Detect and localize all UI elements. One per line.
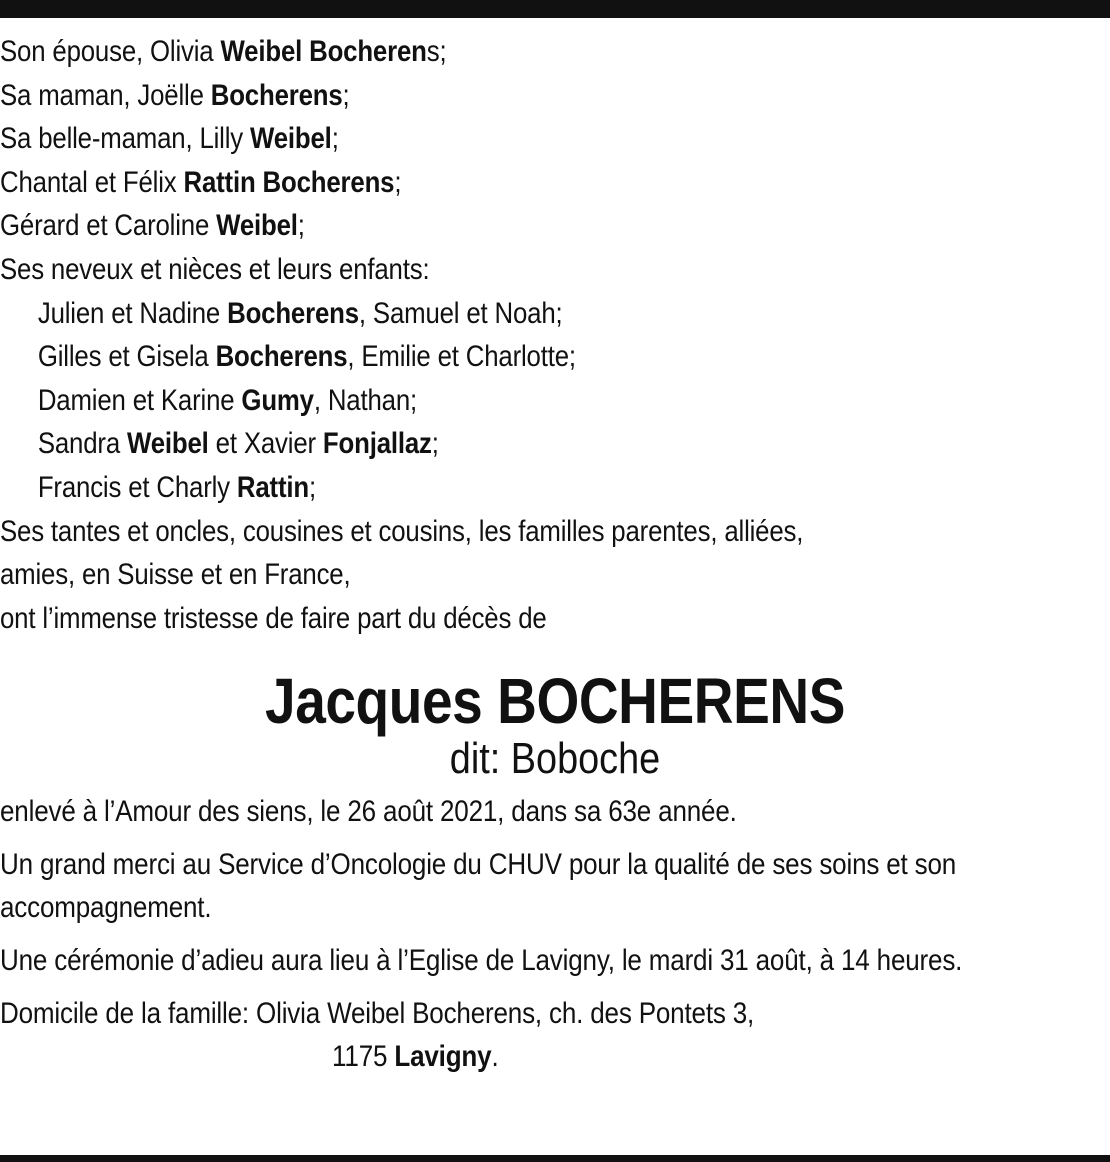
- deceased-nickname: dit: Boboche: [449, 734, 661, 784]
- death-notice: enlevé à l’Amour des siens, le 26 août 2021, dans sa 63e année.: [0, 795, 737, 829]
- family-line: [0, 30, 955, 74]
- family-surname: Weibel: [216, 209, 298, 243]
- family-line: [0, 161, 955, 205]
- family-line: [0, 510, 955, 554]
- family-line: [0, 248, 955, 292]
- family-text: ;: [331, 122, 339, 156]
- family-surname: Fonjallaz: [322, 427, 432, 461]
- family-list: [0, 30, 1110, 640]
- family-text: Chantal et Félix: [0, 165, 184, 199]
- family-text: Sa belle-maman, Lilly: [0, 122, 251, 156]
- family-surname: Rattin Bocherens: [183, 165, 395, 199]
- family-text: ;: [342, 78, 350, 112]
- family-line: [0, 553, 955, 597]
- family-text: , Nathan;: [313, 383, 418, 417]
- family-text: amies, en Suisse et en France,: [0, 558, 351, 592]
- family-surname: Bocherens: [215, 340, 348, 374]
- thanks-paragraph: Un grand merci au Service d’Oncologie du CHUV pour la qualité de ses soins et son accompagnement.: [0, 848, 957, 925]
- family-line: [0, 117, 955, 161]
- family-text: Francis et Charly: [37, 470, 237, 504]
- ceremony-paragraph: Une cérémonie d’adieu aura lieu à l’Eglise de Lavigny, le mardi 31 août, à 14 heures.: [0, 944, 963, 978]
- family-text: Gérard et Caroline: [0, 209, 217, 243]
- address-line: Domicile de la famille: Olivia Weibel Bocherens, ch. des Pontets 3,: [0, 997, 755, 1031]
- family-text: s;: [426, 35, 447, 68]
- top-border-rule: [0, 0, 1110, 18]
- family-surname: Bocherens: [227, 296, 359, 330]
- family-text: Julien et Nadine: [37, 296, 228, 330]
- family-text: Sandra: [37, 427, 128, 461]
- family-text: Ses neveux et nièces et leurs enfants:: [0, 252, 430, 286]
- family-surname: Weibel: [250, 122, 332, 156]
- deceased-name: Jacques BOCHERENS: [265, 665, 845, 738]
- family-text: , Samuel et Noah;: [358, 296, 563, 330]
- address-suffix: .: [491, 1040, 499, 1074]
- obituary-notice: [0, 30, 1110, 1078]
- bottom-border-rule: [0, 1155, 1110, 1162]
- family-text: Ses tantes et oncles, cousines et cousins, les familles parentes, alliées,: [0, 514, 804, 548]
- family-line: [0, 292, 955, 336]
- family-line: [0, 74, 955, 118]
- family-line: [0, 466, 955, 510]
- family-line: [0, 597, 955, 641]
- family-surname: Weibel Bocheren: [220, 35, 427, 68]
- family-surname: Weibel: [127, 427, 209, 461]
- family-line: [0, 335, 955, 379]
- family-text: ;: [297, 209, 305, 243]
- family-text: Son épouse, Olivia: [0, 35, 221, 68]
- address-city: Lavigny: [394, 1040, 492, 1074]
- family-text: Gilles et Gisela: [37, 340, 216, 374]
- family-text: ;: [394, 165, 402, 199]
- family-line: [0, 422, 955, 466]
- family-text: ont l’immense tristesse de faire part du décès de: [0, 601, 547, 635]
- family-text: ;: [308, 470, 316, 504]
- family-text: Sa maman, Joëlle: [0, 78, 211, 112]
- address-postcode: 1175: [332, 1040, 395, 1074]
- family-text: , Emilie et Charlotte;: [347, 340, 576, 374]
- address-city-line: [0, 1035, 1110, 1078]
- family-surname: Bocherens: [210, 78, 343, 112]
- family-text: ;: [431, 427, 439, 461]
- family-text: et Xavier: [208, 427, 323, 461]
- family-surname: Gumy: [241, 383, 314, 417]
- family-line: [0, 204, 955, 248]
- family-text: Damien et Karine: [37, 383, 242, 417]
- family-surname: Rattin: [236, 470, 309, 504]
- family-line: [0, 379, 955, 423]
- family-address: [0, 992, 1110, 1078]
